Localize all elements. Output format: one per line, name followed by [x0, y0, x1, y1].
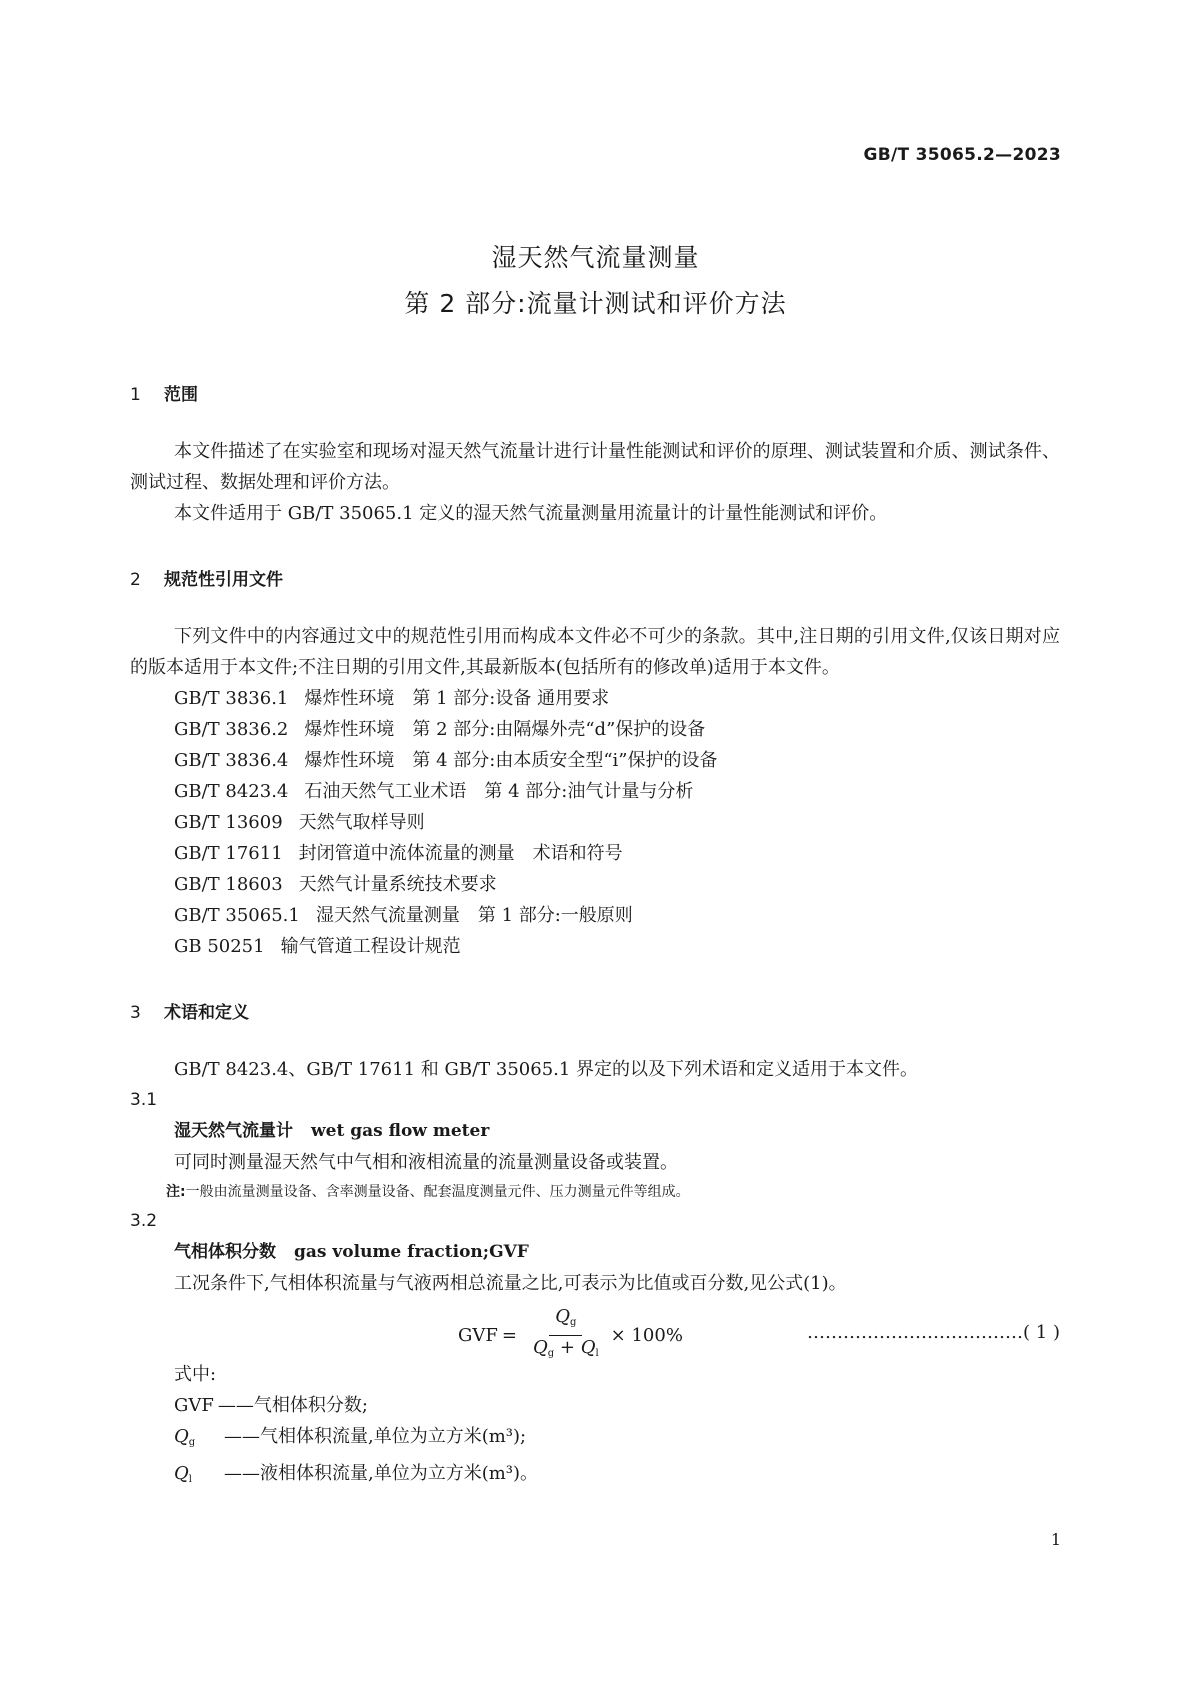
equation-number: ………………………………( 1 ) — [807, 1322, 1060, 1343]
reference-item — [130, 776, 1060, 807]
symbol-definition — [130, 1458, 1060, 1495]
section-1-heading — [130, 380, 1060, 411]
section-title: 范围 — [164, 385, 198, 405]
formula-lhs: GVF — [458, 1325, 498, 1346]
reference-item — [130, 900, 1060, 931]
formula-multiplier: × 100% — [610, 1325, 683, 1346]
symbol-definition — [130, 1421, 1060, 1458]
term-note — [130, 1178, 1060, 1206]
title-line-1: 湿天然气流量测量 — [491, 243, 700, 272]
reference-name: 封闭管道中流体流量的测量 术语和符号 — [298, 843, 623, 864]
reference-code: GB/T 3836.1 — [174, 688, 289, 709]
standard-code: GB/T 35065.2—2023 — [863, 145, 1061, 165]
reference-name: 天然气取样导则 — [298, 812, 425, 833]
symbol-description: ——液相体积流量,单位为立方米(m³)。 — [224, 1463, 539, 1484]
reference-name: 石油天然气工业术语 第 4 部分:油气计量与分析 — [304, 781, 694, 802]
note-text: 一般由流量测量设备、含率测量设备、配套温度测量元件、压力测量元件等组成。 — [185, 1184, 690, 1200]
reference-code: GB/T 35065.1 — [174, 905, 300, 926]
reference-code: GB/T 17611 — [174, 843, 283, 864]
term-name-en: wet gas flow meter — [311, 1121, 490, 1141]
symbol: $Q_l$ — [174, 1463, 192, 1485]
term-number: 3.2 — [130, 1211, 158, 1231]
page-number: 1 — [1050, 1530, 1061, 1549]
reference-name: 爆炸性环境 第 4 部分:由本质安全型“i”保护的设备 — [304, 750, 718, 771]
term-number: 3.1 — [130, 1090, 158, 1110]
term-name-zh: 气相体积分数 — [174, 1242, 276, 1262]
term-definition: 工况条件下,气相体积流量与气液两相总流量之比,可表示为比值或百分数,见公式(1)。 — [174, 1273, 847, 1294]
formula-denominator: $Q_g + Q_l$ — [532, 1337, 599, 1359]
terms-intro: GB/T 8423.4、GB/T 17611 和 GB/T 35065.1 界定的以及下列术语和定义适用于本文件。 — [174, 1059, 919, 1080]
symbol: $Q_g$ — [174, 1426, 196, 1448]
section-number: 2 — [130, 570, 141, 590]
formula-numerator: $Q_g$ — [549, 1305, 582, 1336]
symbol-definition — [130, 1390, 1060, 1421]
title-line-2: 第 2 部分:流量计测试和评价方法 — [404, 289, 787, 318]
term-name — [130, 1116, 1060, 1147]
document-body — [130, 380, 1060, 1495]
symbol: GVF — [174, 1395, 214, 1416]
symbol-description: ——气相体积分数; — [217, 1395, 368, 1416]
reference-name: 爆炸性环境 第 1 部分:设备 通用要求 — [304, 688, 610, 709]
term-definition: 可同时测量湿天然气中气相和液相流量的流量测量设备或装置。 — [174, 1152, 678, 1173]
reference-name: 天然气计量系统技术要求 — [298, 874, 497, 895]
reference-code: GB 50251 — [174, 936, 265, 957]
section-2-heading — [130, 565, 1060, 596]
document-title — [0, 235, 1191, 327]
note-label: 注: — [166, 1184, 186, 1200]
scope-paragraph: 本文件描述了在实验室和现场对湿天然气流量计进行计量性能测试和评价的原理、测试装置和介质、测试条件、测试过程、数据处理和评价方法。 — [130, 441, 1060, 493]
gvf-formula — [458, 1305, 683, 1366]
reference-code: GB/T 3836.2 — [174, 719, 289, 740]
section-number: 3 — [130, 1003, 141, 1023]
section-title: 术语和定义 — [164, 1003, 249, 1023]
formula-1 — [130, 1303, 1060, 1359]
term-name — [130, 1237, 1060, 1268]
reference-item — [130, 838, 1060, 869]
section-number: 1 — [130, 385, 141, 405]
section-3-heading — [130, 998, 1060, 1029]
references-intro: 下列文件中的内容通过文中的规范性引用而构成本文件必不可少的条款。其中,注日期的引用文件,仅该日期对应的版本适用于本文件;不注日期的引用文件,其最新版本(包括所有的修改单)适用于本文件。 — [130, 626, 1060, 678]
reference-item — [130, 807, 1060, 838]
formula-fraction — [527, 1305, 605, 1366]
reference-code: GB/T 8423.4 — [174, 781, 289, 802]
term-name-zh: 湿天然气流量计 — [174, 1121, 293, 1141]
reference-item — [130, 714, 1060, 745]
reference-item — [130, 869, 1060, 900]
scope-paragraph: 本文件适用于 GB/T 35065.1 定义的湿天然气流量测量用流量计的计量性能测试和评价。 — [174, 503, 888, 524]
reference-code: GB/T 3836.4 — [174, 750, 289, 771]
term-name-en: gas volume fraction;GVF — [294, 1242, 529, 1262]
reference-name: 爆炸性环境 第 2 部分:由隔爆外壳“d”保护的设备 — [304, 719, 706, 740]
reference-item — [130, 683, 1060, 714]
reference-code: GB/T 18603 — [174, 874, 283, 895]
symbol-description: ——气相体积流量,单位为立方米(m³); — [224, 1426, 527, 1447]
section-title: 规范性引用文件 — [164, 570, 283, 590]
reference-item — [130, 745, 1060, 776]
where-label: 式中: — [174, 1364, 217, 1385]
reference-item — [130, 931, 1060, 962]
formula-equals: = — [501, 1325, 517, 1346]
reference-name: 输气管道工程设计规范 — [280, 936, 461, 957]
reference-code: GB/T 13609 — [174, 812, 283, 833]
reference-name: 湿天然气流量测量 第 1 部分:一般原则 — [315, 905, 633, 926]
